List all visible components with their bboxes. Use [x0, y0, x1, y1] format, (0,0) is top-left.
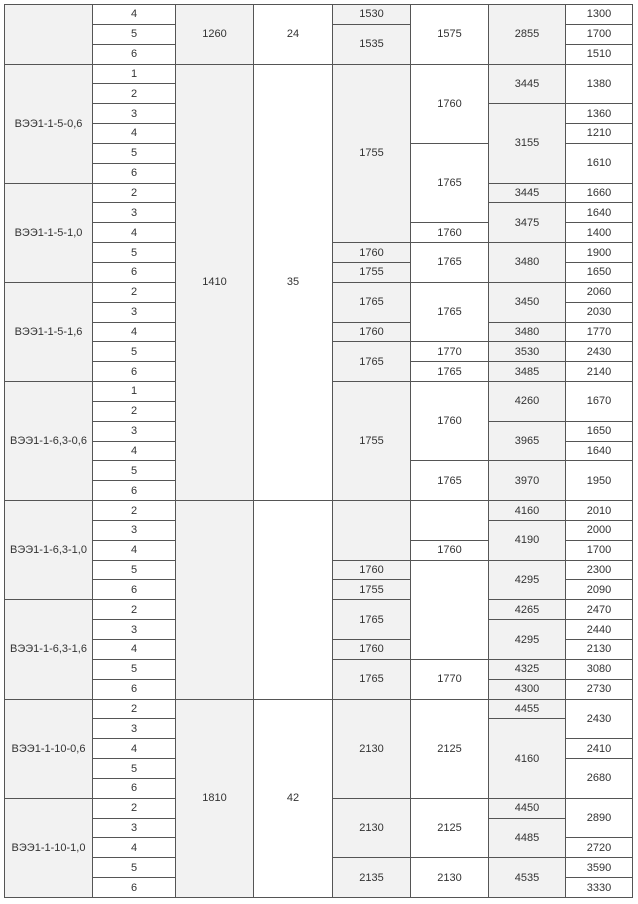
variant-number-cell: 5 [93, 342, 176, 362]
column-8-cell: 2140 [566, 362, 633, 382]
variant-number-cell: 4 [93, 541, 176, 561]
column-5-cell: 1760 [333, 323, 411, 343]
column-5-cell: 1755 [333, 65, 411, 244]
column-6-cell: 2130 [411, 858, 489, 898]
column-7-cell: 4260 [489, 382, 566, 422]
column-7-cell: 4485 [489, 819, 566, 859]
column-7-cell: 3530 [489, 342, 566, 362]
data-table [4, 4, 633, 898]
column-5-cell: 1530 [333, 5, 411, 25]
column-8-cell: 1610 [566, 144, 633, 184]
column-7-cell: 3445 [489, 65, 566, 105]
column-5-cell: 1755 [333, 382, 411, 501]
column-7-cell: 3965 [489, 422, 566, 462]
column-3-cell: 1260 [176, 5, 254, 65]
column-5-cell: 1765 [333, 600, 411, 640]
column-5-cell: 1760 [333, 640, 411, 660]
column-4-cell: 42 [254, 700, 333, 898]
column-8-cell: 2430 [566, 342, 633, 362]
column-8-cell: 3590 [566, 858, 633, 878]
variant-number-cell: 6 [93, 580, 176, 600]
column-8-cell: 2010 [566, 501, 633, 521]
variant-number-cell: 3 [93, 104, 176, 124]
variant-number-cell: 5 [93, 243, 176, 263]
column-6-cell: 1760 [411, 223, 489, 243]
column-5-cell: 1765 [333, 660, 411, 700]
variant-number-cell: 4 [93, 223, 176, 243]
empty-cell [254, 501, 333, 699]
column-8-cell: 2000 [566, 521, 633, 541]
column-8-cell: 1670 [566, 382, 633, 422]
column-8-cell: 2300 [566, 561, 633, 581]
column-7-cell: 4455 [489, 700, 566, 720]
column-7-cell: 3970 [489, 461, 566, 501]
column-8-cell: 1640 [566, 442, 633, 462]
column-8-cell: 1650 [566, 263, 633, 283]
model-name-cell: ВЭЭ1-1-5-1,6 [5, 283, 93, 382]
column-8-cell: 1770 [566, 323, 633, 343]
column-8-cell: 2720 [566, 838, 633, 858]
column-8-cell: 1380 [566, 65, 633, 105]
variant-number-cell: 3 [93, 203, 176, 223]
variant-number-cell: 4 [93, 739, 176, 759]
column-6-cell: 1760 [411, 382, 489, 461]
column-4-cell: 35 [254, 65, 333, 502]
column-8-cell: 3330 [566, 878, 633, 898]
variant-number-cell: 4 [93, 640, 176, 660]
variant-number-cell: 6 [93, 164, 176, 184]
variant-number-cell: 2 [93, 184, 176, 204]
column-8-cell: 1640 [566, 203, 633, 223]
variant-number-cell: 3 [93, 620, 176, 640]
column-7-cell: 2855 [489, 5, 566, 65]
column-8-cell: 2030 [566, 303, 633, 323]
variant-number-cell: 1 [93, 65, 176, 85]
column-6-cell: 1765 [411, 144, 489, 223]
variant-number-cell: 6 [93, 362, 176, 382]
model-name-cell: ВЭЭ1-1-5-0,6 [5, 65, 93, 184]
variant-number-cell: 5 [93, 561, 176, 581]
column-7-cell: 4295 [489, 561, 566, 601]
column-8-cell: 1700 [566, 541, 633, 561]
column-7-cell: 4160 [489, 719, 566, 798]
column-7-cell: 4325 [489, 660, 566, 680]
variant-number-cell: 5 [93, 660, 176, 680]
variant-number-cell: 3 [93, 521, 176, 541]
column-5-cell: 1765 [333, 342, 411, 382]
column-5-cell: 2135 [333, 858, 411, 898]
column-7-cell: 4450 [489, 799, 566, 819]
empty-cell [411, 561, 489, 660]
variant-number-cell: 4 [93, 838, 176, 858]
variant-number-cell: 5 [93, 858, 176, 878]
column-8-cell: 2060 [566, 283, 633, 303]
variant-number-cell: 2 [93, 600, 176, 620]
column-8-cell: 3080 [566, 660, 633, 680]
column-5-cell: 1760 [333, 243, 411, 263]
variant-number-cell: 4 [93, 442, 176, 462]
column-5-cell: 1755 [333, 580, 411, 600]
model-name-cell: ВЭЭ1-1-6,3-1,0 [5, 501, 93, 600]
variant-number-cell: 6 [93, 680, 176, 700]
column-8-cell: 1300 [566, 5, 633, 25]
column-5-cell: 1535 [333, 25, 411, 65]
column-5-cell: 1765 [333, 283, 411, 323]
column-7-cell: 4265 [489, 600, 566, 620]
model-name-cell: ВЭЭ1-1-6,3-0,6 [5, 382, 93, 501]
column-8-cell: 1360 [566, 104, 633, 124]
column-6-cell: 1770 [411, 342, 489, 362]
column-8-cell: 2730 [566, 680, 633, 700]
variant-number-cell: 2 [93, 283, 176, 303]
column-6-cell: 2125 [411, 799, 489, 859]
column-8-cell: 1700 [566, 25, 633, 45]
column-3-cell: 1410 [176, 65, 254, 502]
column-5-cell: 2130 [333, 700, 411, 799]
column-6-cell: 1575 [411, 5, 489, 65]
column-7-cell: 3485 [489, 362, 566, 382]
column-7-cell: 4535 [489, 858, 566, 898]
variant-number-cell: 5 [93, 759, 176, 779]
model-name-cell: ВЭЭ1-1-5-1,0 [5, 184, 93, 283]
variant-number-cell: 4 [93, 323, 176, 343]
column-7-cell: 4295 [489, 620, 566, 660]
column-7-cell: 3450 [489, 283, 566, 323]
column-8-cell: 2680 [566, 759, 633, 799]
variant-number-cell: 5 [93, 461, 176, 481]
model-name-cell: ВЭЭ1-1-6,3-1,6 [5, 600, 93, 699]
variant-number-cell: 6 [93, 263, 176, 283]
column-5-cell: 1755 [333, 263, 411, 283]
column-5-cell: 2130 [333, 799, 411, 859]
column-8-cell: 1400 [566, 223, 633, 243]
column-8-cell: 2090 [566, 580, 633, 600]
column-7-cell: 3445 [489, 184, 566, 204]
column-8-cell: 2130 [566, 640, 633, 660]
empty-cell [333, 501, 411, 561]
empty-cell [5, 5, 93, 65]
variant-number-cell: 6 [93, 481, 176, 501]
column-6-cell: 1770 [411, 660, 489, 700]
column-5-cell: 1760 [333, 561, 411, 581]
variant-number-cell: 5 [93, 25, 176, 45]
column-7-cell: 3480 [489, 323, 566, 343]
column-6-cell: 1765 [411, 362, 489, 382]
variant-number-cell: 5 [93, 144, 176, 164]
column-6-cell: 1765 [411, 283, 489, 343]
variant-number-cell: 2 [93, 700, 176, 720]
variant-number-cell: 3 [93, 422, 176, 442]
column-6-cell: 1760 [411, 65, 489, 144]
column-8-cell: 1510 [566, 45, 633, 65]
variant-number-cell: 2 [93, 402, 176, 422]
variant-number-cell: 3 [93, 719, 176, 739]
column-3-cell: 1810 [176, 700, 254, 898]
column-6-cell: 2125 [411, 700, 489, 799]
column-4-cell: 24 [254, 5, 333, 65]
column-8-cell: 2470 [566, 600, 633, 620]
empty-cell [411, 501, 489, 541]
column-8-cell: 1950 [566, 461, 633, 501]
column-8-cell: 2890 [566, 799, 633, 839]
column-8-cell: 1650 [566, 422, 633, 442]
variant-number-cell: 4 [93, 124, 176, 144]
column-7-cell: 3155 [489, 104, 566, 183]
variant-number-cell: 6 [93, 878, 176, 898]
column-8-cell: 1210 [566, 124, 633, 144]
variant-number-cell: 3 [93, 819, 176, 839]
variant-number-cell: 4 [93, 5, 176, 25]
column-7-cell: 3480 [489, 243, 566, 283]
column-8-cell: 2430 [566, 700, 633, 740]
column-8-cell: 1900 [566, 243, 633, 263]
variant-number-cell: 3 [93, 303, 176, 323]
column-6-cell: 1765 [411, 243, 489, 283]
column-8-cell: 1660 [566, 184, 633, 204]
variant-number-cell: 6 [93, 45, 176, 65]
variant-number-cell: 2 [93, 84, 176, 104]
variant-number-cell: 1 [93, 382, 176, 402]
empty-cell [176, 501, 254, 699]
variant-number-cell: 2 [93, 501, 176, 521]
column-7-cell: 4300 [489, 680, 566, 700]
column-7-cell: 3475 [489, 203, 566, 243]
column-7-cell: 4190 [489, 521, 566, 561]
column-6-cell: 1765 [411, 461, 489, 501]
model-name-cell: ВЭЭ1-1-10-0,6 [5, 700, 93, 799]
model-name-cell: ВЭЭ1-1-10-1,0 [5, 799, 93, 898]
column-7-cell: 4160 [489, 501, 566, 521]
column-8-cell: 2440 [566, 620, 633, 640]
variant-number-cell: 6 [93, 779, 176, 799]
variant-number-cell: 2 [93, 799, 176, 819]
column-6-cell: 1760 [411, 541, 489, 561]
column-8-cell: 2410 [566, 739, 633, 759]
